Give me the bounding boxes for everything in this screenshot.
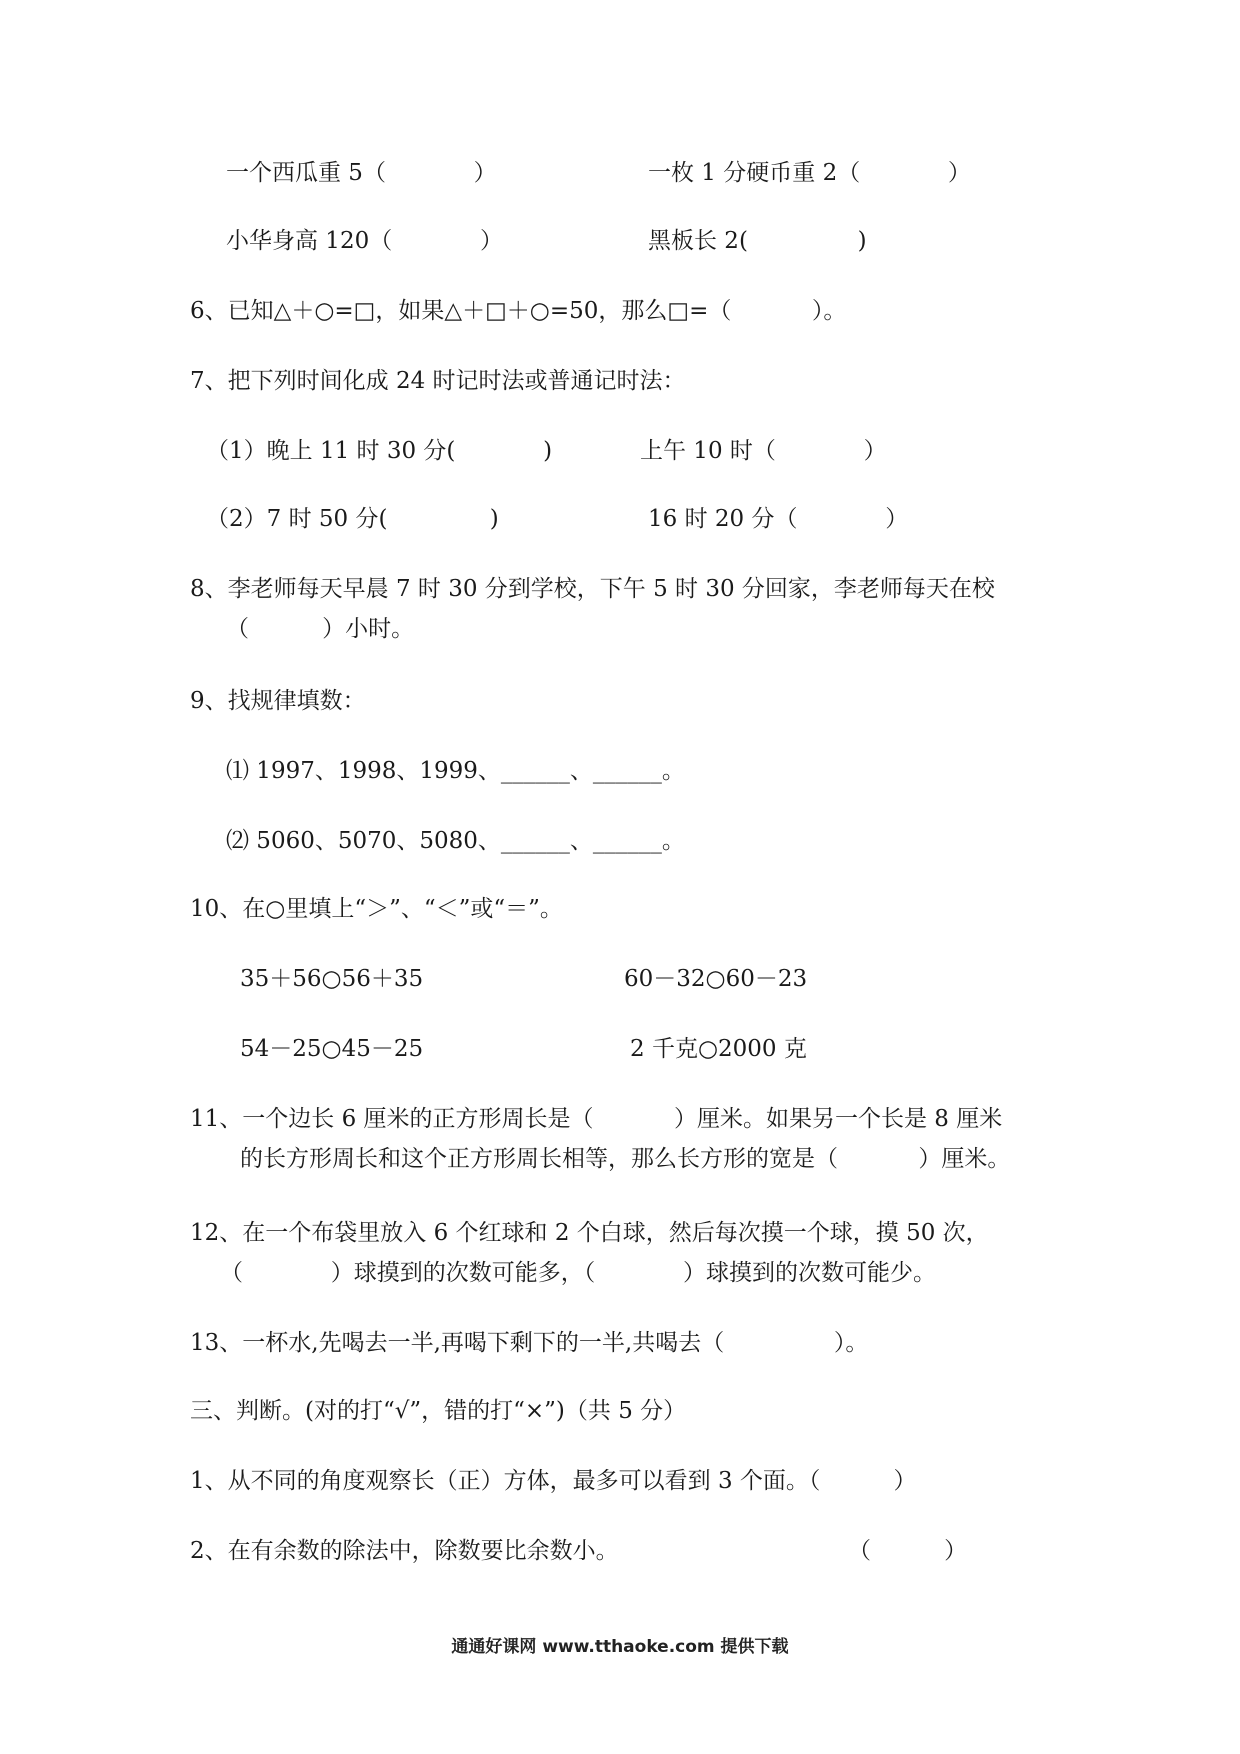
q11-line2: 的长方形周长和这个正方形周长相等，那么长方形的宽是（ ）厘米。 <box>240 1146 1011 1172</box>
q5-coin: 一枚 1 分硬币重 2（ ） <box>648 160 971 186</box>
q9-item2: ⑵ 5060、5070、5080、______、______。 <box>226 828 685 854</box>
q10-b: 60－32○60－23 <box>624 966 808 992</box>
q7-title: 7、把下列时间化成 24 时记时法或普通记时法： <box>190 368 686 394</box>
q5-blackboard: 黑板长 2( ) <box>648 228 867 254</box>
q6: 6、已知△＋○=□，如果△＋□＋○=50，那么□=（ ）。 <box>190 298 847 324</box>
section-3-title: 三、判断。(对的打“√”，错的打“×”)（共 5 分） <box>190 1398 687 1424</box>
q12-line2: （ ）球摸到的次数可能多，（ ）球摸到的次数可能少。 <box>220 1260 936 1286</box>
q11-line1: 11、一个边长 6 厘米的正方形周长是（ ）厘米。如果另一个长是 8 厘米 <box>190 1106 1003 1132</box>
q10-d: 2 千克○2000 克 <box>630 1036 807 1062</box>
footer-source: 通通好课网 www.tthaoke.com 提供下载 <box>451 1637 789 1657</box>
q10-c: 54－25○45－25 <box>240 1036 424 1062</box>
q5-height: 小华身高 120（ ） <box>226 228 503 254</box>
q9-item1: ⑴ 1997、1998、1999、______、______。 <box>226 758 685 784</box>
q9-title: 9、找规律填数： <box>190 688 366 714</box>
q12-line1: 12、在一个布袋里放入 6 个红球和 2 个白球，然后每次摸一个球，摸 50 次， <box>190 1220 989 1246</box>
q7-item1-left: （1）晚上 11 时 30 分( ) <box>206 438 553 464</box>
judge-2-answer: （ ） <box>848 1538 968 1564</box>
q7-item1-right: 上午 10 时（ ） <box>640 438 887 464</box>
q8-line1: 8、李老师每天早晨 7 时 30 分到学校，下午 5 时 30 分回家，李老师每天在校 <box>190 576 995 602</box>
q8-line2: （ ）小时。 <box>226 616 415 642</box>
q10-a: 35＋56○56＋35 <box>240 966 424 992</box>
q5-watermelon: 一个西瓜重 5（ ） <box>226 160 497 186</box>
judge-2: 2、在有余数的除法中，除数要比余数小。 <box>190 1538 619 1564</box>
q7-item2-right: 16 时 20 分（ ） <box>648 506 909 532</box>
q7-item2-left: （2）7 时 50 分( ) <box>206 506 499 532</box>
judge-1: 1、从不同的角度观察长（正）方体，最多可以看到 3 个面。（ ） <box>190 1468 917 1494</box>
q13: 13、一杯水,先喝去一半,再喝下剩下的一半,共喝去（ ）。 <box>190 1330 869 1356</box>
q10-title: 10、在○里填上“＞”、“＜”或“＝”。 <box>190 896 563 922</box>
